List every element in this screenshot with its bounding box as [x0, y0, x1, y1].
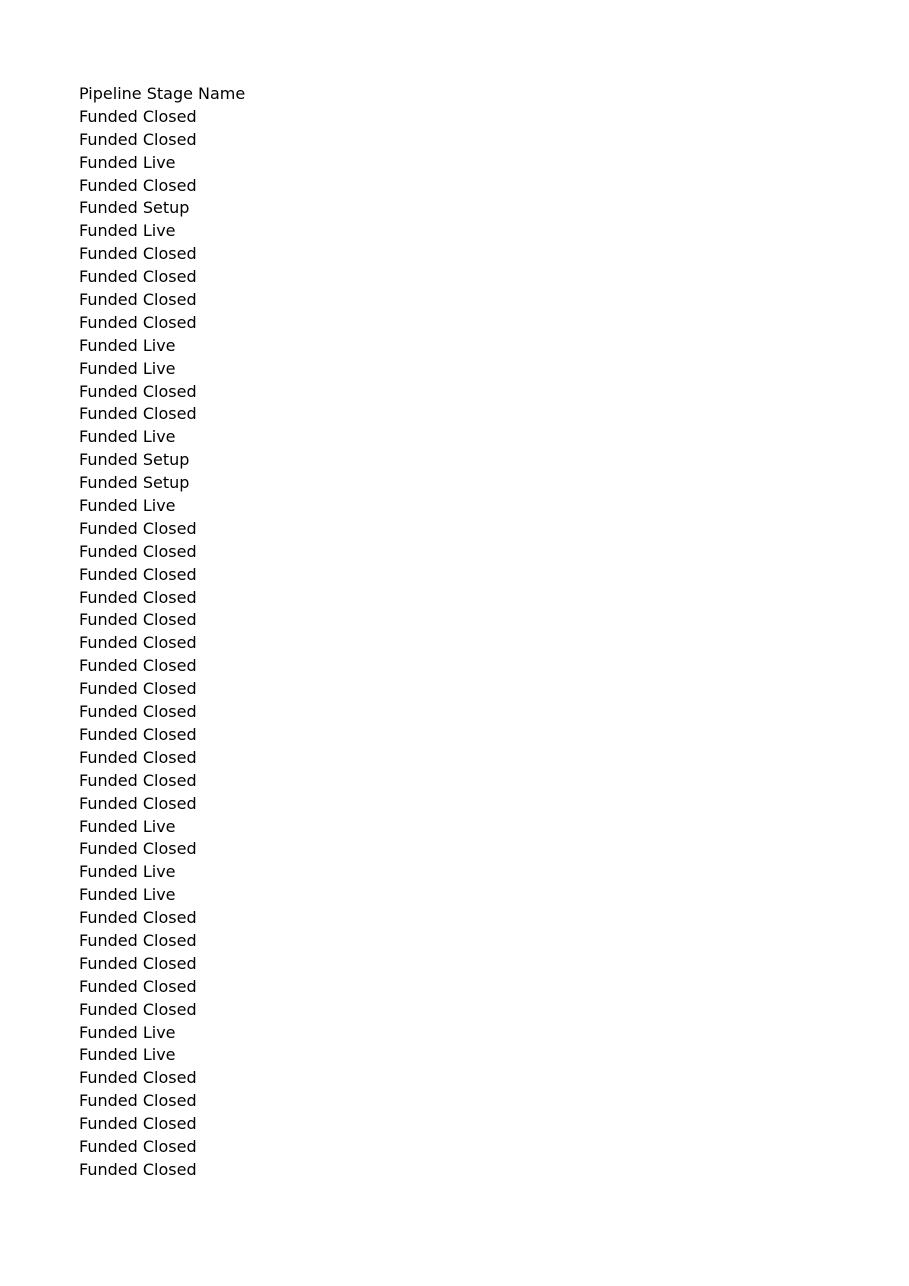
table-row: Funded Live — [79, 152, 176, 172]
table-row: Funded Live — [79, 221, 176, 241]
table-row: Funded Closed — [79, 633, 197, 653]
table-row: Funded Closed — [79, 839, 197, 859]
table-row: Funded Closed — [79, 793, 197, 813]
table-row: Funded Closed — [79, 1091, 197, 1111]
table-row: Funded Closed — [79, 930, 197, 950]
table-row: Funded Live — [79, 335, 176, 355]
table-row: Funded Live — [79, 1045, 176, 1065]
table-row: Funded Closed — [79, 1136, 197, 1156]
table-row: Funded Closed — [79, 404, 197, 424]
table-row: Funded Closed — [79, 1114, 197, 1134]
table-row: Funded Live — [79, 885, 176, 905]
table-row: Funded Closed — [79, 267, 197, 287]
table-row: Funded Closed — [79, 656, 197, 676]
table-row: Funded Live — [79, 358, 176, 378]
table-row: Funded Closed — [79, 244, 197, 264]
table-row: Funded Setup — [79, 473, 190, 493]
table-row: Funded Closed — [79, 106, 197, 126]
table-row: Funded Closed — [79, 1159, 197, 1179]
table-row: Funded Closed — [79, 724, 197, 744]
table-row: Funded Live — [79, 862, 176, 882]
table-row: Funded Closed — [79, 953, 197, 973]
table-row: Funded Setup — [79, 450, 190, 470]
table-row: Funded Setup — [79, 198, 190, 218]
table-row: Funded Live — [79, 816, 176, 836]
table-row: Funded Closed — [79, 312, 197, 332]
table-row: Funded Closed — [79, 290, 197, 310]
table-row: Funded Closed — [79, 564, 197, 584]
table-row: Funded Closed — [79, 679, 197, 699]
table-row: Funded Closed — [79, 770, 197, 790]
table-row: Funded Closed — [79, 518, 197, 538]
table-row: Funded Closed — [79, 976, 197, 996]
table-row: Funded Closed — [79, 129, 197, 149]
column-header: Pipeline Stage Name — [79, 84, 246, 103]
table-row: Funded Live — [79, 1022, 176, 1042]
table-row: Funded Closed — [79, 747, 197, 767]
table-row: Funded Closed — [79, 610, 197, 630]
table-row: Funded Live — [79, 427, 176, 447]
table-row: Funded Closed — [79, 1068, 197, 1088]
table-row: Funded Closed — [79, 587, 197, 607]
table-row: Funded Closed — [79, 381, 197, 401]
table-row: Funded Closed — [79, 702, 197, 722]
table-row: Funded Live — [79, 496, 176, 516]
table-row: Funded Closed — [79, 175, 197, 195]
table-row: Funded Closed — [79, 908, 197, 928]
pipeline-stage-column — [79, 83, 245, 1182]
table-row: Funded Closed — [79, 999, 197, 1019]
table-row: Funded Closed — [79, 541, 197, 561]
